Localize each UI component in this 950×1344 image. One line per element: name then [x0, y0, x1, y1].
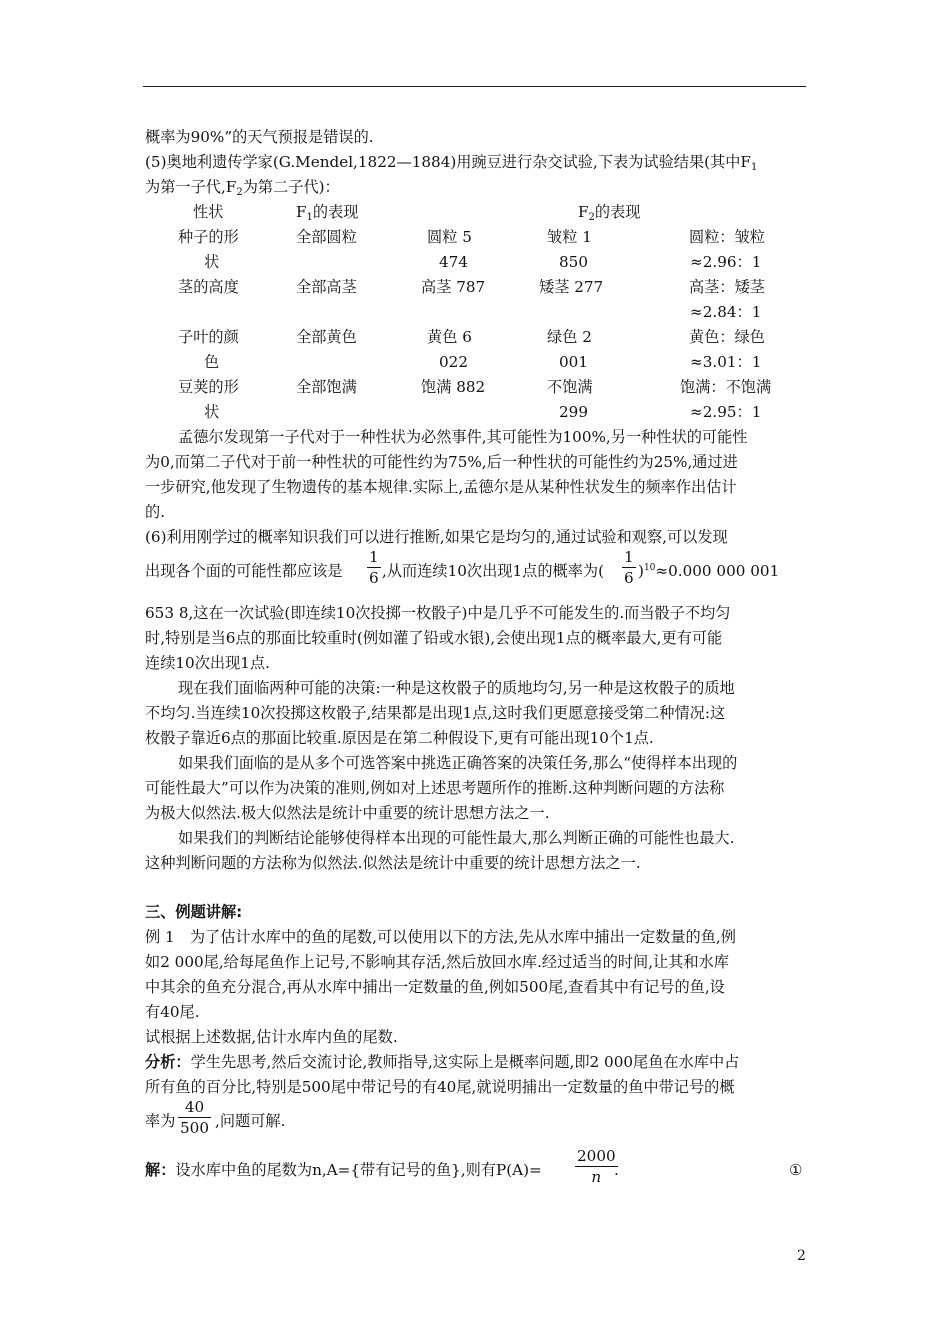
table-cell: 不饱满 — [547, 378, 593, 396]
text-line: 试根据上述数据,估计水库内鱼的尾数. — [145, 1028, 398, 1046]
table-cell: 圆粒 5 — [427, 228, 472, 246]
text-line: 出现各个面的可能性都应该是 — [145, 562, 343, 580]
table-cell: 子叶的颜 — [178, 328, 239, 346]
table-header-f1: F1的表现 — [296, 203, 359, 223]
text-line: 解：设水库中鱼的尾数为n,A={带有记号的鱼},则有P(A)= — [145, 1161, 542, 1179]
text-line: 不均匀.当连续10次投掷这枚骰子,结果都是出现1点,这时我们更愿意接受第二种情况:这 — [145, 704, 726, 722]
table-cell: 皱粒 1 — [547, 228, 592, 246]
fraction-2000-n: 2000 n — [577, 1147, 616, 1186]
table-cell: ≈2.96：1 — [690, 253, 762, 271]
text-line: 所有鱼的百分比,特别是500尾中带记号的有40尾,就说明捕出一定数量的鱼中带记号的概 — [145, 1078, 735, 1096]
text-line: 概率为90%”的天气预报是错误的. — [145, 128, 374, 146]
section-heading: 三、例题讲解: — [145, 903, 243, 921]
table-cell: 高茎：矮茎 — [689, 278, 765, 296]
text-line: 如2 000尾,给每尾鱼作上记号,不影响其存活,然后放回水库.经过适当的时间,让其和水库 — [145, 953, 729, 971]
text-line: (6)利用刚学过的概率知识我们可以进行推断,如果它是均匀的,通过试验和观察,可以发现 — [145, 528, 728, 546]
fraction-one-sixth: 1 6 — [624, 548, 634, 587]
table-cell: 饱满 882 — [421, 378, 486, 396]
table-cell: 全部圆粒 — [296, 228, 357, 246]
table-cell: 299 — [559, 403, 588, 421]
text-line: 一步研究,他发现了生物遗传的基本规律.实际上,孟德尔是从某种性状发生的频率作出估计 — [145, 478, 737, 496]
table-cell: 黄色：绿色 — [689, 328, 765, 346]
table-cell: 矮茎 277 — [539, 278, 604, 296]
table-header-f2: F2的表现 — [578, 203, 641, 223]
table-cell: 豆荚的形 — [178, 378, 239, 396]
text-line: 枚骰子靠近6点的那面比较重.原因是在第二种假设下,更有可能出现10个1点. — [145, 729, 654, 747]
table-cell: ≈3.01：1 — [690, 353, 762, 371]
table-cell: 022 — [439, 353, 468, 371]
page-number: 2 — [797, 1248, 806, 1264]
table-cell: 状 — [204, 403, 220, 421]
text-line: 连续10次出现1点. — [145, 654, 270, 672]
table-cell: 圆粒：皱粒 — [689, 228, 765, 246]
text-line: 现在我们面临两种可能的决策:一种是这枚骰子的质地均匀,另一种是这枚骰子的质地 — [178, 679, 735, 697]
text-line: 为0,而第二子代对于前一种性状的可能性约为75%,后一种性状的可能性约为25%,通过进 — [145, 453, 738, 471]
fraction-40-500: 40 500 — [180, 1098, 209, 1137]
text-line: 的. — [145, 503, 166, 521]
table-cell: 001 — [559, 353, 588, 371]
text-line: 653 8,这在一次试验(即连续10次投掷一枚骰子)中是几乎不可能发生的.而当骰子不均匀 — [145, 604, 731, 622]
text-line: 如果我们面临的是从多个可选答案中挑选正确答案的决策任务,那么“使得样本出现的 — [178, 754, 738, 772]
text-line: )$^{10}$≈0.000 000 001 — [638, 562, 780, 580]
text-line: 如果我们的判断结论能够使得样本出现的可能性最大,那么判断正确的可能性也最大. — [178, 829, 735, 847]
text-line: ,从而连续10次出现1点的概率为( — [382, 562, 604, 580]
table-cell: 绿色 2 — [547, 328, 592, 346]
text-line: . — [614, 1161, 619, 1179]
table-cell: 状 — [204, 253, 220, 271]
table-cell: 全部高茎 — [296, 278, 357, 296]
text-line: (5)奥地利遗传学家(G.Mendel,1822—1884)用豌豆进行杂交试验,下表为试验结果(其中F1 — [145, 153, 758, 173]
table-cell: 种子的形 — [178, 228, 239, 246]
header-rule — [143, 86, 806, 87]
text-line: 可能性最大”可以作为决策的准则,例如对上述思考题所作的推断.这种判断问题的方法称 — [145, 779, 725, 797]
text-line: 率为 — [145, 1112, 176, 1130]
text-line: 为极大似然法.极大似然法是统计中重要的统计思想方法之一. — [145, 804, 550, 822]
table-cell: ≈2.84：1 — [690, 303, 762, 321]
table-cell: 黄色 6 — [427, 328, 472, 346]
table-cell: 色 — [204, 353, 220, 371]
table-cell: 全部黄色 — [296, 328, 357, 346]
text-line: 分析：学生先思考,然后交流讨论,教师指导,这实际上是概率问题,即2 000尾鱼在水库中占 — [145, 1053, 740, 1071]
text-line: ,问题可解. — [215, 1112, 286, 1130]
text-line: 时,特别是当6点的那面比较重时(例如灌了铅或水银),会使出现1点的概率最大,更有可能 — [145, 629, 723, 647]
table-cell: ≈2.95：1 — [690, 403, 762, 421]
text-line: 孟德尔发现第一子代对于一种性状为必然事件,其可能性为100%,另一种性状的可能性 — [178, 428, 748, 446]
text-line: 这种判断问题的方法称为似然法.似然法是统计中重要的统计思想方法之一. — [145, 854, 641, 872]
text-line: 例 1 为了估计水库中的鱼的尾数,可以使用以下的方法,先从水库中捕出一定数量的鱼,例 — [145, 928, 736, 946]
table-cell: 850 — [559, 253, 588, 271]
text-line: 为第一子代,F2为第二子代)： — [145, 178, 340, 198]
table-cell: 饱满：不饱满 — [680, 378, 772, 396]
table-cell: 全部饱满 — [296, 378, 357, 396]
table-cell: 474 — [439, 253, 468, 271]
table-cell: 高茎 787 — [421, 278, 486, 296]
table-header-trait: 性状 — [193, 203, 224, 221]
equation-number: ① — [789, 1161, 803, 1179]
text-line: 中其余的鱼充分混合,再从水库中捕出一定数量的鱼,例如500尾,查看其中有记号的鱼,设 — [145, 978, 725, 996]
fraction-one-sixth: 1 6 — [369, 548, 379, 587]
text-line: 有40尾. — [145, 1003, 200, 1021]
table-cell: 茎的高度 — [178, 278, 239, 296]
